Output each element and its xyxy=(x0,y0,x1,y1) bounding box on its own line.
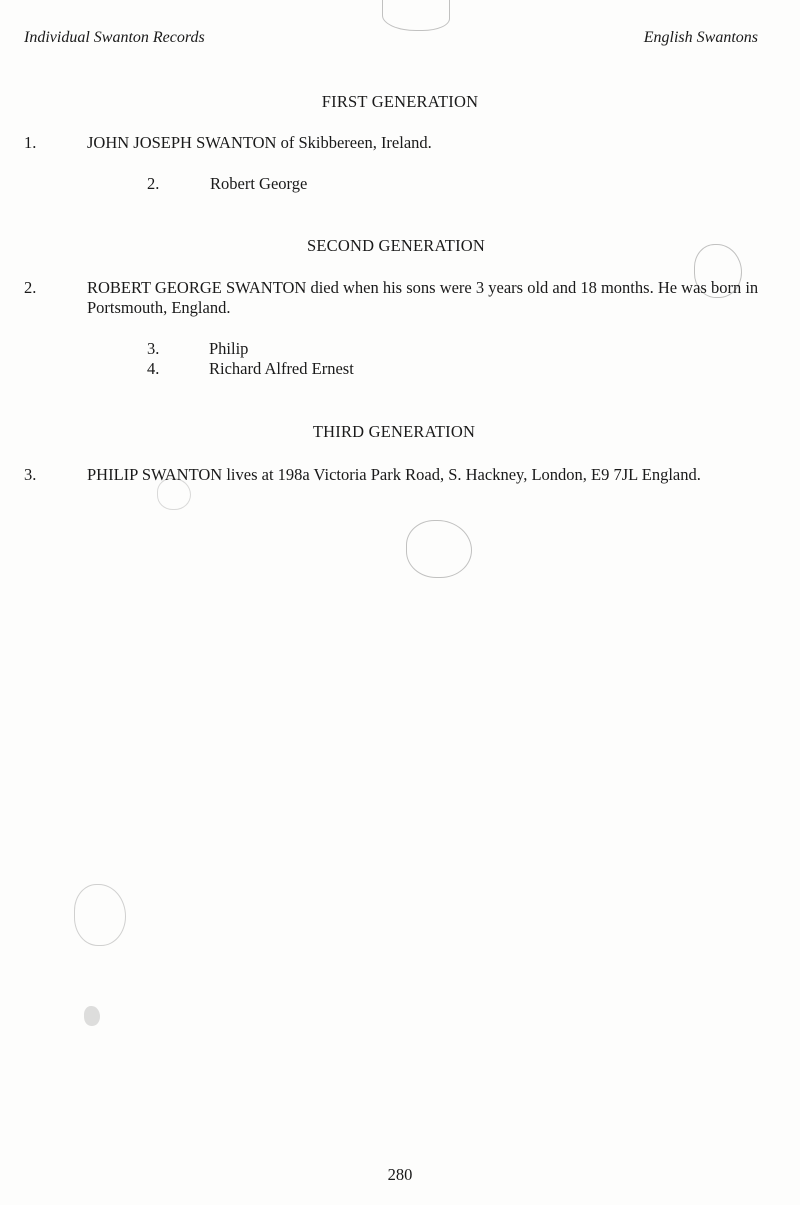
stain-mark xyxy=(84,1006,100,1026)
entry-number: 1. xyxy=(24,133,37,152)
child-name: Philip xyxy=(209,339,249,358)
generation-heading: THIRD GENERATION xyxy=(312,422,476,441)
generation-heading: FIRST GENERATION xyxy=(321,92,479,111)
child-name: Richard Alfred Ernest xyxy=(209,359,354,378)
entry-number: 3. xyxy=(24,465,37,484)
running-head-right: English Swantons xyxy=(643,29,758,46)
entry-text: PHILIP SWANTON lives at 198a Victoria Park Road, S. Hackney, London, E9 7JL England. xyxy=(87,465,701,484)
stain-mark xyxy=(406,520,472,578)
entry-text: JOHN JOSEPH SWANTON of Skibbereen, Ireland. xyxy=(87,133,432,152)
entry-number: 2. xyxy=(24,278,37,297)
entry-text: ROBERT GEORGE SWANTON died when his sons were 3 years old and 18 months. He was born in Portsmouth, England. xyxy=(87,278,759,317)
stain-mark xyxy=(382,0,450,31)
child-number: 4. xyxy=(147,359,160,378)
child-name: Robert George xyxy=(210,174,308,193)
running-head-left: Individual Swanton Records xyxy=(24,29,205,46)
child-number: 2. xyxy=(147,174,160,193)
stain-mark xyxy=(74,884,126,946)
page-number: 280 xyxy=(387,1165,413,1184)
child-number: 3. xyxy=(147,339,160,358)
generation-heading: SECOND GENERATION xyxy=(306,236,486,255)
